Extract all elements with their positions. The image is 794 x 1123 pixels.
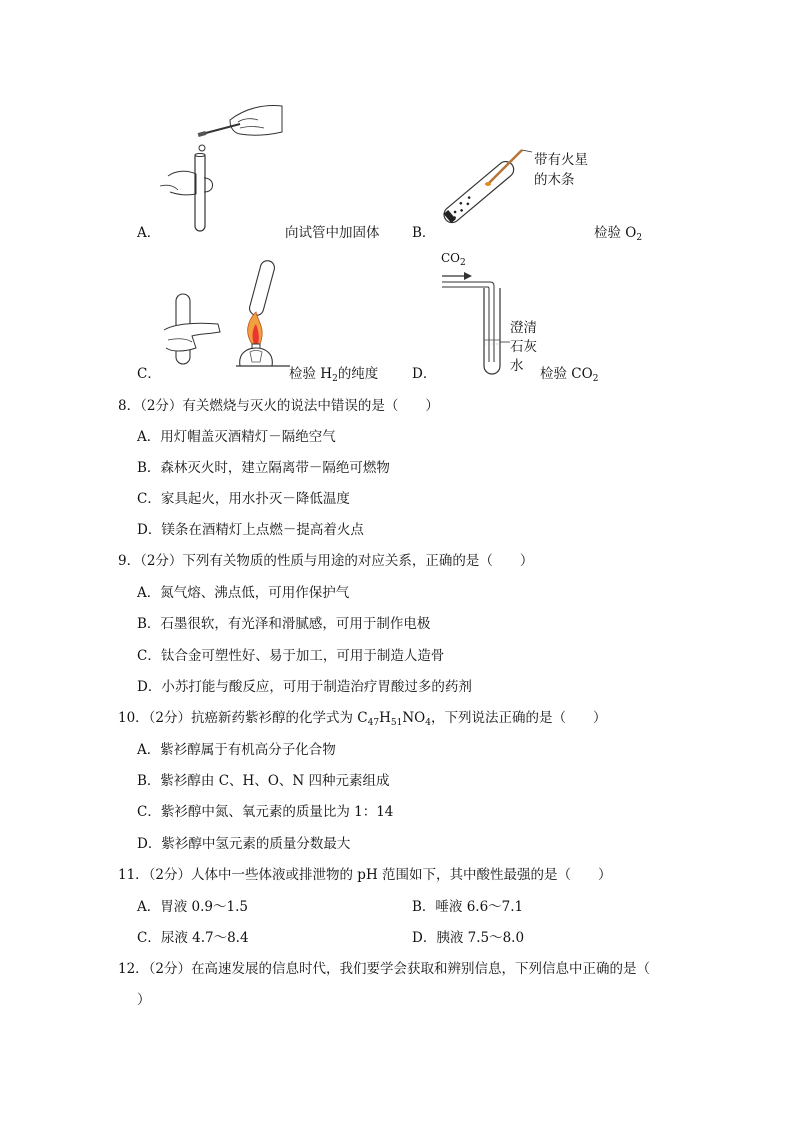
question-9-stem: 9．（2分）下列有关物质的性质与用途的对应关系，正确的是（ ）	[118, 553, 534, 569]
option-b-caption-text: 检验 O	[594, 225, 637, 241]
formula-no: NO	[402, 710, 426, 726]
question-12-stem-end: ）	[137, 992, 151, 1008]
question-9-option-b: B．石墨很软，有光泽和滑腻感，可用于制作电极	[137, 616, 431, 632]
option-c-letter: C．	[137, 366, 161, 382]
figure-c-test-h2	[160, 258, 290, 378]
question-8-stem: 8．（2分）有关燃烧与灭火的说法中错误的是（ ）	[118, 398, 439, 414]
question-10-option-d: D．紫衫醇中氢元素的质量分数最大	[137, 836, 351, 852]
question-9-option-c: C．钛合金可塑性好、易于加工，可用于制造人造骨	[137, 648, 445, 664]
option-a-caption: 向试管中加固体	[285, 225, 380, 241]
option-b-caption-sub: 2	[636, 233, 643, 243]
question-8-option-d: D．镁条在酒精灯上点燃－提高着火点	[137, 522, 364, 538]
formula-sub-o: 4	[425, 718, 431, 728]
option-b-label-2: 的木条	[534, 172, 575, 188]
question-12-stem: 12．（2分）在高速发展的信息时代，我们要学会获取和辨别信息，下列信息中正确的是（	[118, 961, 651, 977]
option-d-caption-sub: 2	[592, 374, 599, 384]
option-b-letter: B．	[412, 225, 436, 241]
question-10-stem-post: ，下列说法正确的是（ ）	[430, 710, 607, 726]
question-9-option-d: D．小苏打能与酸反应，可用于制造治疗胃酸过多的药剂	[137, 679, 472, 695]
option-d-caption-text: 检验 CO	[540, 366, 593, 382]
formula-h: H	[379, 710, 391, 726]
question-11-option-c: C．尿液 4.7～8.4	[137, 930, 249, 946]
option-d-letter: D．	[412, 366, 437, 382]
option-c-caption	[289, 362, 378, 384]
question-8-option-b: B．森林灭火时，建立隔离带－隔绝可燃物	[137, 460, 390, 476]
figure-a-adding-solid	[160, 100, 290, 240]
question-8-option-c: C．家具起火，用水扑灭－降低温度	[137, 491, 350, 507]
question-10-option-b: B．紫衫醇由 C、H、O、N 四种元素组成	[137, 773, 390, 789]
option-a-letter: A．	[137, 225, 161, 241]
question-11-option-d: D．胰液 7.5～8.0	[412, 930, 525, 946]
option-b-label-1: 带有火星	[534, 152, 588, 168]
option-b-caption	[594, 221, 642, 243]
option-d-caption	[540, 362, 598, 384]
question-11-stem: 11．（2分）人体中一些体液或排泄物的 pH 范围如下，其中酸性最强的是（ ）	[118, 867, 612, 883]
co2-label-text: CO	[441, 251, 461, 265]
option-d-label-1: 澄清	[510, 320, 537, 336]
option-d-co2-label	[441, 251, 466, 268]
option-d-label-2: 石灰	[510, 339, 537, 355]
question-11-option-a: A．胃液 0.9～1.5	[137, 899, 248, 915]
option-d-label-3: 水	[510, 358, 524, 374]
option-c-caption-post: 的纯度	[337, 366, 379, 382]
question-10-stem-pre: 10．（2分）抗癌新药紫衫醇的化学式为 C	[118, 710, 368, 726]
question-10-stem	[118, 706, 606, 728]
figure-d-test-co2	[440, 262, 520, 380]
question-8-option-a: A．用灯帽盖灭酒精灯－隔绝空气	[137, 429, 336, 445]
option-c-caption-sub: 2	[332, 374, 338, 384]
co2-label-sub: 2	[460, 258, 466, 268]
question-9-option-a: A．氮气熔、沸点低，可用作保护气	[137, 585, 350, 601]
question-10-option-a: A．紫衫醇属于有机高分子化合物	[137, 742, 336, 758]
formula-sub-c: 47	[367, 718, 380, 728]
question-11-option-b: B．唾液 6.6～7.1	[412, 899, 524, 915]
formula-sub-h: 51	[390, 718, 403, 728]
figure-b-test-o2	[430, 140, 530, 250]
question-10-option-c: C．紫衫醇中氮、氧元素的质量比为 1：14	[137, 804, 394, 820]
option-c-caption-text: 检验 H	[289, 366, 333, 382]
